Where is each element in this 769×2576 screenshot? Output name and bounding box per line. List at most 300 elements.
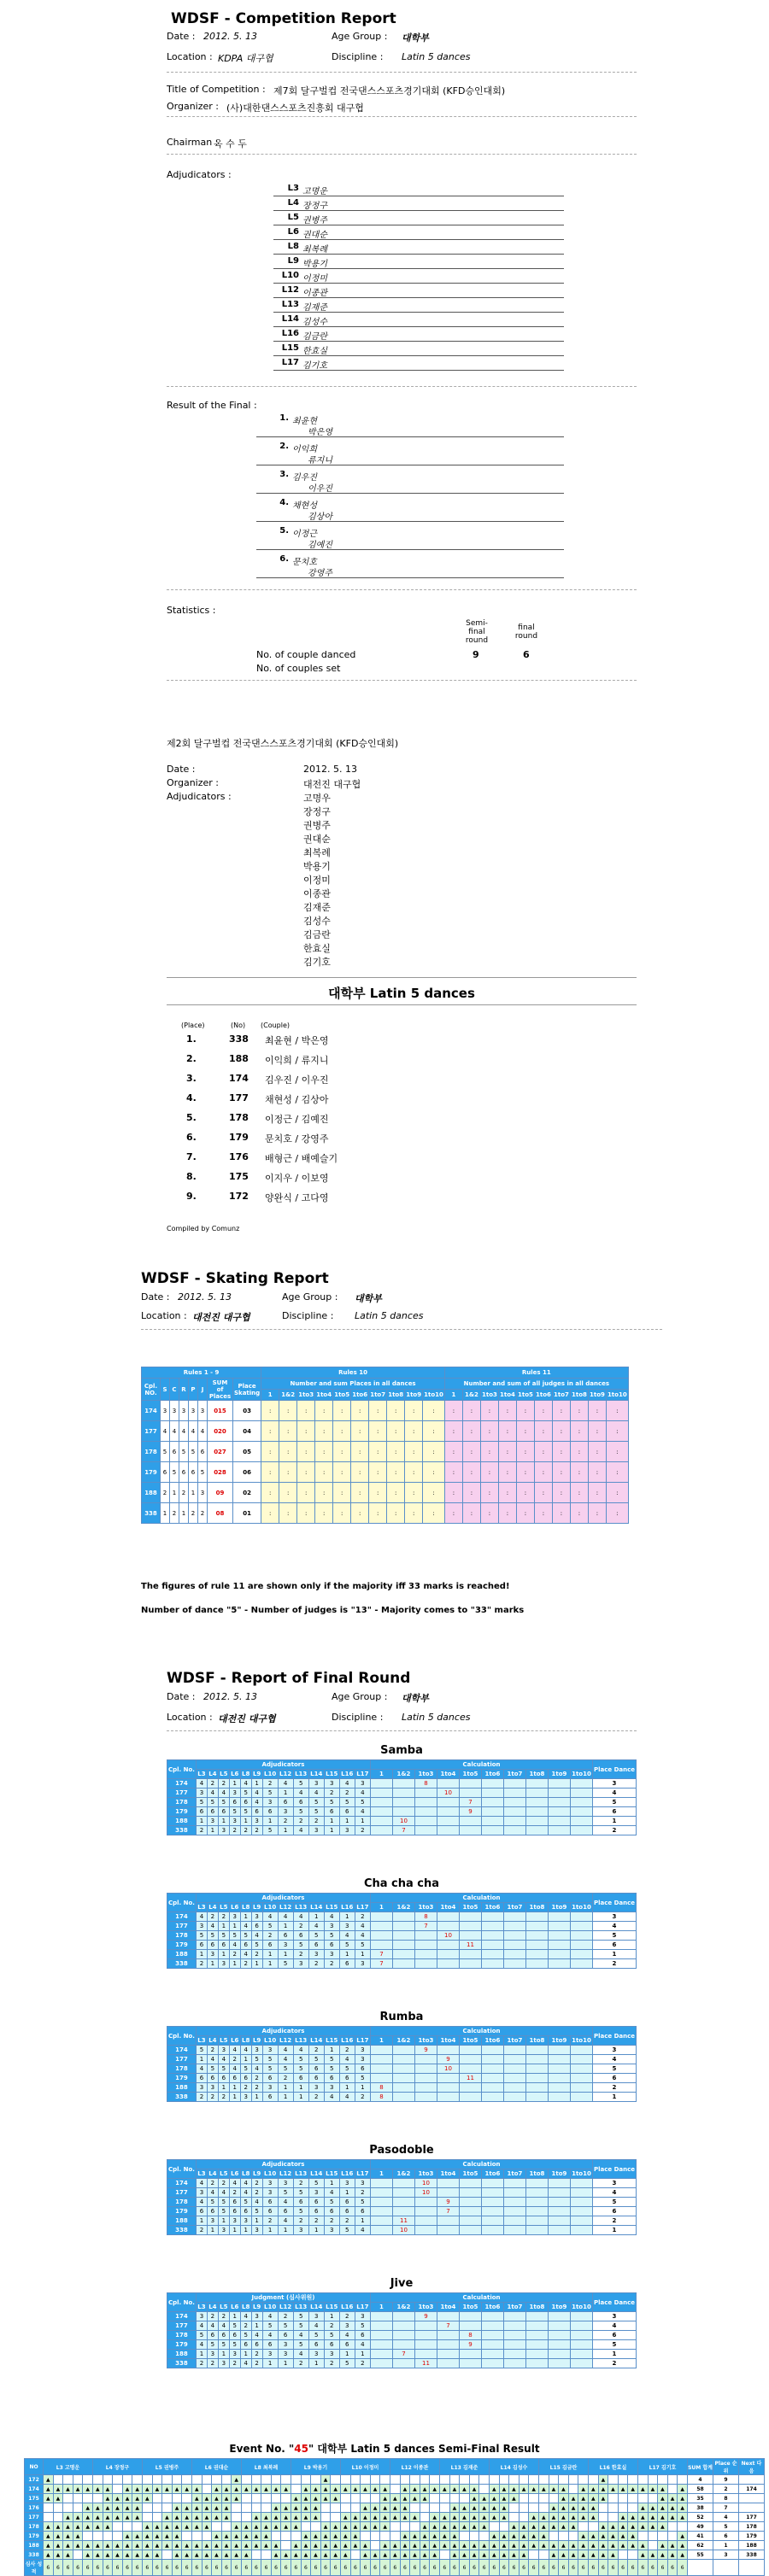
dance-mark: 6 [278, 1798, 293, 1807]
semi-mark-cell: ▲ [103, 2494, 113, 2503]
dance-couple-no: 179 [167, 2340, 197, 2350]
semi-mark-cell: ▲ [490, 2541, 500, 2550]
semi-mark-cell: ▲ [271, 2522, 281, 2532]
sk-sum: 015 [208, 1401, 233, 1421]
dance-judge-col: L12 [279, 2037, 292, 2044]
semi-mark-cell: ▲ [251, 2532, 261, 2541]
semi-footer-cell: 6 [589, 2560, 599, 2576]
semi-mark-cell: ▲ [539, 2532, 549, 2541]
semi-mark-cell [350, 2550, 361, 2560]
dance-mark: 1 [218, 2083, 229, 2093]
dance-mark: 5 [339, 2226, 355, 2235]
semi-footer-cell: 6 [460, 2560, 470, 2576]
dance-mark: 5 [262, 2055, 278, 2064]
sk-rules19-header: Rules 1 - 9 [142, 1367, 261, 1379]
adjudicator-name: 권대순 [302, 231, 327, 240]
semi-mark-cell: ▲ [93, 2485, 103, 2494]
dance-mark: 4 [229, 2046, 240, 2055]
dance-calc-cell [370, 2188, 392, 2198]
sk-rule11-cell: : [444, 1442, 462, 1462]
semi-mark-cell [440, 2475, 450, 2485]
dance-calc-cell [437, 2179, 459, 2188]
dance-grid [167, 2159, 637, 2235]
dance-calc-cell [548, 2074, 570, 2083]
dance-mark: 2 [218, 1912, 229, 1922]
final-row-line [256, 493, 564, 494]
dance-calc-cell: 10 [437, 1789, 459, 1798]
dance-calc-cell [548, 1950, 570, 1959]
semi-mark-cell: ▲ [479, 2513, 490, 2522]
semi-mark-cell: ▲ [667, 2513, 678, 2522]
semi-mark-cell: ▲ [460, 2522, 470, 2532]
dance-row [167, 2198, 637, 2207]
semi-mark-cell [658, 2475, 668, 2485]
semi-mark-cell: ▲ [63, 2532, 73, 2541]
dance-mark: 3 [207, 1817, 218, 1826]
dance-calc-cell [481, 1789, 503, 1798]
semi-mark-cell [390, 2532, 401, 2541]
semi-mark-cell [83, 2532, 93, 2541]
dance-mark: 6 [324, 1807, 339, 1817]
dance-mark: 3 [262, 2046, 278, 2055]
dance-mark: 4 [240, 2188, 251, 2198]
sk-location-label: Location : [141, 1310, 187, 1321]
semi-mark-cell: ▲ [658, 2503, 668, 2513]
dance-calc-cell [370, 1941, 392, 1950]
dance-judge-col: L8 [242, 2037, 250, 2044]
dance-calc-cell [525, 2321, 548, 2331]
semi-mark-cell: ▲ [598, 2550, 608, 2560]
sk-rule10-cell: : [297, 1483, 315, 1503]
dance-calc-cell [525, 2312, 548, 2321]
dance-mark: 6 [308, 1941, 324, 1950]
semi-mark-cell: ▲ [162, 2513, 173, 2522]
dance-mark: 2 [218, 2312, 229, 2321]
dance-mark: 5 [240, 1789, 251, 1798]
semi-mark-cell: ▲ [519, 2522, 529, 2532]
dance-place: 5 [592, 2340, 636, 2350]
dance-row [167, 1826, 637, 1835]
dance-place: 5 [592, 1798, 636, 1807]
dance-calc-cell [548, 1922, 570, 1931]
semi-mark-cell [212, 2522, 222, 2532]
semi-mark-cell: ▲ [509, 2485, 520, 2494]
semi-footer-cell: 6 [361, 2560, 371, 2576]
dance-mark: 6 [339, 2074, 355, 2083]
semi-mark-cell: ▲ [291, 2494, 302, 2503]
semi-couple-no: 178 [25, 2522, 44, 2532]
dance-calc-cell: 11 [392, 2216, 414, 2226]
semi-mark-cell: ▲ [380, 2485, 390, 2494]
semi-mark-cell: ▲ [618, 2522, 628, 2532]
sk-rule10-cell: : [387, 1442, 405, 1462]
dance-calc-cell [459, 1959, 481, 1969]
dance-calc-cell [548, 2331, 570, 2340]
semi-mark-cell [93, 2532, 103, 2541]
dance-row [167, 2359, 637, 2368]
semi-mark-cell: ▲ [380, 2513, 390, 2522]
dance-mark: 4 [251, 2064, 262, 2074]
semi-mark-cell [618, 2503, 628, 2513]
dance-judge-col: L14 [310, 1771, 323, 1777]
sk-dance-place: 1 [179, 1503, 189, 1524]
dance-cpl-header: Cpl. No. [167, 2160, 197, 2179]
sk-dance-place: 2 [179, 1483, 189, 1503]
dance-mark: 4 [278, 1912, 293, 1922]
semi-mark-cell: ▲ [122, 2532, 132, 2541]
sk-rule11-cell: : [444, 1503, 462, 1524]
dance-calc-col: 1to3 [414, 2169, 437, 2179]
semi-mark-cell: ▲ [361, 2550, 371, 2560]
semi-event-no: 45 [294, 2443, 308, 2455]
dance-mark: 6 [262, 2207, 278, 2216]
dance-place-header: Place Dance [592, 1894, 636, 1912]
sk-rule10-cell: : [405, 1462, 423, 1483]
chairman-label: Chairman : [167, 137, 219, 148]
semi-mark-cell: ▲ [430, 2522, 440, 2532]
sk-rule10-cell: : [387, 1421, 405, 1442]
semi-mark-cell: ▲ [658, 2513, 668, 2522]
dance-mark: 2 [207, 2179, 218, 2188]
semi-mark-cell: ▲ [93, 2513, 103, 2522]
semi-mark-cell [678, 2522, 688, 2532]
dance-mark: 3 [278, 1807, 293, 1817]
dance-mark: 4 [240, 2046, 251, 2055]
dance-mark: 6 [251, 1922, 262, 1931]
semi-footer-cell: 6 [490, 2560, 500, 2576]
dance-mark: 2 [218, 2093, 229, 2102]
semi-mark-cell: ▲ [261, 2485, 272, 2494]
dance-calc-cell [503, 2359, 525, 2368]
dance-calc-cell [481, 1941, 503, 1950]
dance-mark: 4 [196, 1912, 207, 1922]
semi-footer-cell: 6 [212, 2560, 222, 2576]
dance-calc-col: 1to6 [481, 2169, 503, 2179]
dance-calc-cell [525, 1912, 548, 1922]
sk-rule11-cell: : [480, 1401, 498, 1421]
dance-calc-col: 1to9 [548, 1903, 570, 1912]
dance-calc-col: 1to4 [437, 2036, 459, 2046]
dance-calc-cell [370, 1807, 392, 1817]
dance-mark: 6 [207, 2207, 218, 2216]
dance-mark: 3 [218, 2359, 229, 2368]
sk-rule10-cell: : [315, 1421, 333, 1442]
semi-place: 5 [713, 2522, 739, 2532]
semi-row [25, 2541, 765, 2550]
semi-mark-cell [410, 2503, 420, 2513]
dance-adj-header: Adjudicators [196, 2160, 370, 2169]
dance-mark: 5 [240, 1807, 251, 1817]
sk-rule10-cell: : [423, 1421, 445, 1442]
dance-judge-col: L5 [220, 2037, 228, 2044]
semi-mark-cell [420, 2513, 430, 2522]
stats-semi-final-header: Semi-final round [465, 619, 489, 645]
dance-mark: 3 [308, 2188, 324, 2198]
sk-col-header: SUM of Places [208, 1379, 233, 1401]
final-row-line [256, 577, 564, 578]
dance-grid [167, 1759, 637, 1835]
sk-rule11-cell: : [480, 1483, 498, 1503]
fr-location-label: Location : [167, 1712, 213, 1723]
semi-title-pre: Event No. " [229, 2443, 295, 2455]
dance-calc-cell [548, 2340, 570, 2350]
dance-calc-cell: 11 [414, 2359, 437, 2368]
dance-mark: 4 [293, 1826, 308, 1835]
dance-calc-cell [414, 2207, 437, 2216]
dance-calc-cell [548, 2359, 570, 2368]
dance-calc-cell: 7 [437, 2321, 459, 2331]
dance-mark: 6 [240, 1798, 251, 1807]
dance-mark: 1 [229, 1922, 240, 1931]
sk-rule11-cell: : [534, 1483, 552, 1503]
final-row-line [256, 549, 564, 550]
semi-mark-cell: ▲ [93, 2503, 103, 2513]
semi-mark-cell [350, 2503, 361, 2513]
sk-rule10-cell: : [315, 1503, 333, 1524]
dance-calc-cell [437, 1817, 459, 1826]
semi-mark-cell: ▲ [331, 2485, 341, 2494]
semi-total: 55 [688, 2550, 713, 2560]
summary-place: 2. [186, 1053, 197, 1064]
dance-calc-cell [525, 2188, 548, 2198]
dance-calc-col: 1to8 [525, 2036, 548, 2046]
semi-mark-cell: ▲ [410, 2550, 420, 2560]
semi-mark-cell [281, 2494, 291, 2503]
dance-mark: 2 [229, 1826, 240, 1835]
semi-mark-cell: ▲ [469, 2522, 479, 2532]
semi-mark-cell: ▲ [460, 2513, 470, 2522]
dance-mark: 2 [251, 2074, 262, 2083]
dance-calc-cell [481, 2312, 503, 2321]
sk-rule11-cell: : [552, 1462, 570, 1483]
dance-row [167, 2093, 637, 2102]
semi-mark-cell [122, 2475, 132, 2485]
semi-mark-cell: ▲ [519, 2550, 529, 2560]
dance-mark: 4 [355, 2226, 370, 2235]
sk-dance-place: 1 [161, 1503, 170, 1524]
dance-calc-cell [548, 2216, 570, 2226]
final-leader-name: 채현성 [292, 501, 317, 511]
dance-calc-cell [548, 1779, 570, 1789]
semi-mark-cell: ▲ [361, 2503, 371, 2513]
semi-mark-cell: ▲ [320, 2475, 331, 2485]
semi-footer-cell: 6 [449, 2560, 460, 2576]
semi-total: 62 [688, 2541, 713, 2550]
sk-rule11-cell: : [462, 1503, 480, 1524]
semi-mark-cell: ▲ [341, 2532, 351, 2541]
semi-mark-cell [667, 2522, 678, 2532]
semi-mark-cell: ▲ [658, 2550, 668, 2560]
sk-header-row-2 [142, 1379, 629, 1390]
sk-dance-place: 5 [161, 1442, 170, 1462]
dance-mark: 4 [293, 2350, 308, 2359]
sk-discipline-label: Discipline : [282, 1310, 334, 1321]
semi-mark-cell: ▲ [122, 2513, 132, 2522]
semi-footer-cell: 6 [539, 2560, 549, 2576]
dance-judge-col: L12 [279, 1771, 292, 1777]
dance-title: Cha cha cha [363, 1877, 440, 1890]
dance-mark: 5 [293, 2055, 308, 2064]
dance-calc-cell [481, 1912, 503, 1922]
dance-judge-col: L3 [197, 1904, 206, 1911]
dance-calc-cell [548, 2321, 570, 2331]
dance-calc-cell [414, 2216, 437, 2226]
dance-mark: 5 [308, 2055, 324, 2064]
dance-mark: 6 [218, 1807, 229, 1817]
dance-calc-cell [503, 2074, 525, 2083]
semi-mark-cell: ▲ [460, 2503, 470, 2513]
dance-calc-cell: 9 [459, 2340, 481, 2350]
dance-judge-col: L13 [295, 1904, 308, 1911]
dance-calc-cell [370, 2331, 392, 2340]
dance-mark: 6 [207, 2331, 218, 2340]
sk-discipline: Latin 5 dances [355, 1310, 424, 1321]
semi-mark-cell: ▲ [509, 2550, 520, 2560]
dance-calc-col: 1to5 [459, 1903, 481, 1912]
dance-row [167, 1959, 637, 1969]
semi-mark-cell: ▲ [628, 2485, 638, 2494]
dance-mark: 6 [240, 2340, 251, 2350]
semi-mark-cell: ▲ [589, 2541, 599, 2550]
dance-row [167, 1931, 637, 1941]
dance-mark: 3 [278, 2179, 293, 2188]
dance-judge-col: L8 [242, 2170, 250, 2177]
semi-mark-cell: ▲ [400, 2541, 410, 2550]
sk-col-header: Place Skating [233, 1379, 261, 1401]
dance-mark: 1 [262, 1817, 278, 1826]
semi-mark-cell: ▲ [132, 2513, 143, 2522]
sk-rule10-cell: : [315, 1462, 333, 1483]
dance-place: 3 [592, 2312, 636, 2321]
final-rank: 5. [279, 526, 289, 536]
dance-mark: 1 [278, 1789, 293, 1798]
dance-mark: 6 [278, 1931, 293, 1941]
semi-mark-cell: ▲ [529, 2541, 539, 2550]
semi-mark-cell: ▲ [143, 2494, 153, 2503]
dance-mark: 3 [229, 2216, 240, 2226]
dance-mark: 2 [355, 1912, 370, 1922]
date-value: 2012. 5. 13 [203, 31, 257, 42]
dance-mark: 2 [355, 1826, 370, 1835]
semi-header-row [25, 2459, 765, 2475]
sk-rule11-cell: : [606, 1442, 628, 1462]
dance-calc-cell [437, 2312, 459, 2321]
sk-rule11-cell: : [462, 1421, 480, 1442]
semi-total: 35 [688, 2494, 713, 2503]
dance-mark: 3 [251, 2226, 262, 2235]
semi-mark-cell: ▲ [311, 2532, 321, 2541]
dance-calc-cell: 8 [370, 2093, 392, 2102]
dance-calc-cell [525, 1959, 548, 1969]
semi-mark-cell: ▲ [143, 2550, 153, 2560]
dance-mark: 3 [196, 2188, 207, 2198]
semi-mark-cell: ▲ [202, 2513, 212, 2522]
semi-place: 8 [713, 2494, 739, 2503]
dance-header-row-1 [167, 1894, 637, 1903]
sk-dance-place: 5 [189, 1442, 198, 1462]
dance-place: 5 [592, 2064, 636, 2074]
dance-mark: 1 [308, 2226, 324, 2235]
dance-calc-cell [570, 2359, 592, 2368]
dance-mark: 4 [355, 1931, 370, 1941]
dance-calc-cell [392, 1950, 414, 1959]
semi-mark-cell [152, 2513, 162, 2522]
dance-mark: 6 [207, 1807, 218, 1817]
dance-mark: 5 [293, 2064, 308, 2074]
semi-mark-cell [519, 2475, 529, 2485]
semi-mark-cell: ▲ [430, 2532, 440, 2541]
adjudicator-name: 김재준 [302, 303, 327, 313]
dance-mark: 3 [251, 1817, 262, 1826]
dance-mark: 5 [324, 2055, 339, 2064]
semi-mark-cell: ▲ [410, 2541, 420, 2550]
dance-mark: 4 [196, 2321, 207, 2331]
summary-couple: 배형근 / 배예슬기 [265, 1153, 338, 1164]
dance-mark: 3 [207, 2216, 218, 2226]
dance-mark: 1 [324, 2046, 339, 2055]
summary-number: 179 [229, 1132, 249, 1143]
dance-table [167, 1893, 637, 1969]
dance-calc-cell [503, 2083, 525, 2093]
dance-calc-cell [525, 2340, 548, 2350]
dance-judge-col: L4 [208, 1904, 217, 1911]
dance-calc-cell [503, 2198, 525, 2207]
semi-mark-cell [271, 2494, 281, 2503]
sk-rules11-header: Rules 11 [444, 1367, 628, 1379]
semi-mark-cell: ▲ [499, 2485, 509, 2494]
dance-calc-cell [525, 2083, 548, 2093]
sk-place-col: 1to4 [498, 1390, 516, 1401]
semi-mark-cell [539, 2494, 549, 2503]
dance-calc-cell [503, 2312, 525, 2321]
dance-mark: 2 [278, 2312, 293, 2321]
semi-mark-cell: ▲ [44, 2494, 54, 2503]
semi-mark-cell [291, 2475, 302, 2485]
semi-mark-cell [420, 2475, 430, 2485]
dance-mark: 4 [196, 2064, 207, 2074]
sk-dance-place: 6 [170, 1442, 179, 1462]
dance-mark: 1 [339, 2188, 355, 2198]
semi-mark-cell [460, 2532, 470, 2541]
semi-mark-cell: ▲ [261, 2541, 272, 2550]
dance-calc-cell [414, 2064, 437, 2074]
dance-mark: 2 [196, 2226, 207, 2235]
semi-mark-cell [589, 2475, 599, 2485]
sk-age: 대학부 [355, 1293, 382, 1304]
dance-mark: 5 [240, 1931, 251, 1941]
dance-mark: 6 [240, 1941, 251, 1950]
dance-judge-col: L3 [197, 2037, 206, 2044]
semi-mark-cell: ▲ [479, 2541, 490, 2550]
dance-mark: 2 [324, 1789, 339, 1798]
dance-judge-col: L8 [242, 1904, 250, 1911]
dance-mark: 2 [293, 1950, 308, 1959]
dance-mark: 1 [324, 1826, 339, 1835]
dance-mark: 3 [355, 2055, 370, 2064]
sk-rule10-cell: : [351, 1503, 369, 1524]
dance-mark: 4 [355, 2340, 370, 2350]
final-partner-name: 김상아 [308, 512, 332, 522]
discipline-value: Latin 5 dances [402, 51, 471, 62]
dance-mark: 2 [262, 1779, 278, 1789]
semi-mark-cell: ▲ [578, 2485, 589, 2494]
dance-calc-cell [548, 2179, 570, 2188]
semi-mark-cell [212, 2475, 222, 2485]
dance-mark: 4 [196, 2198, 207, 2207]
dance-judge-col: L12 [279, 2170, 292, 2177]
dance-row [167, 1941, 637, 1950]
dance-calc-cell [548, 1789, 570, 1798]
